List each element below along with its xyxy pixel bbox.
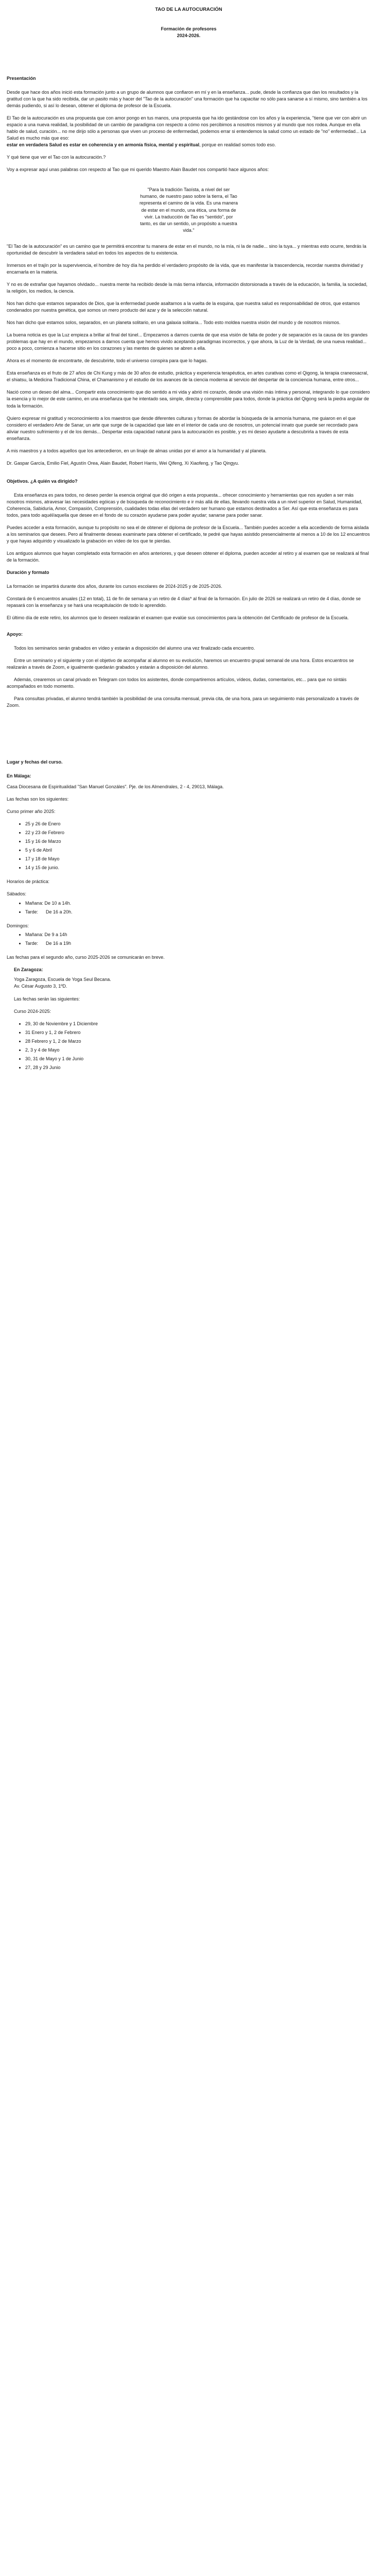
page-title: TAO DE LA AUTOCURACIÓN <box>155 7 222 12</box>
zaragoza-address <box>7 976 371 990</box>
date-item: • 17 y 18 de Mayo <box>25 856 371 862</box>
presentation-paragraph <box>7 115 371 148</box>
quote-line: vida." <box>183 227 195 233</box>
objectives-paragraph: Los antiguos alumnos que hayan completado esta formación en años anteriores, y que deseen obtener el diploma, pueden acceder al retiro y al examen que se realizará al final de la formación. <box>7 551 369 563</box>
hours-item: • Tarde: De 16 a 20h. <box>25 909 371 916</box>
presentation-paragraph: Y no es de extrañar que hayamos olvidado... nuestra mente ha recibido desde la más tierna infancia, información distorsionada a través de la educación, la familia, la sociedad, la religión, los medios, la ciencia. <box>7 281 368 294</box>
address-line: Yoga Zaragoza, Escuela de Yoga Seul Becana. <box>14 976 111 982</box>
subtitle <box>7 26 371 39</box>
presentation-paragraph: Quiero expresar mi gratitud y reconocimiento a los maestros que desde diferentes culturas y formas de abordar la búsqueda de la armonía humana, me guiaron en el que considero el verdadero Arte de Sanar, un arte que surge de la capacidad que late en el interior de cada uno de nosotros, un potencial innato que puede ser recordado para aliviar nuestro sufrimiento y el de los demás... Despertar esta capacidad natural para la autocuración es posible, y es mi deseo ayudarte a descubrirla a través de esta enseñanza. <box>7 415 358 441</box>
address-line: Av. César Augusto 3, 1ºD. <box>14 983 67 989</box>
date-item: • 29, 30 de Noviembre y 1 Diciembre <box>25 1021 371 1027</box>
emphasis-text: estar en verdadera Salud es estar en coherencia y en armonía física, mental y espiritual <box>7 142 200 148</box>
zaragoza-dates-intro: Las fechas serán las siguientes: <box>14 996 80 1002</box>
subtitle-line-1: Formación de profesores <box>161 26 217 31</box>
date-item: • 30, 31 de Mayo y 1 de Junio <box>25 1056 371 1062</box>
saturday-label: Sábados: <box>7 891 27 897</box>
duration-paragraph: El último día de este retiro, los alumnos que lo deseen realizarán el examen que evalúe sus conocimientos para la obtención del Certificado de profesor de la Escuela. <box>7 615 349 621</box>
date-item: • 14 y 15 de junio. <box>25 865 371 871</box>
presentation-paragraph: Nos han dicho que estamos separados de Dios, que la enfermedad puede asaltarnos a la vuelta de la esquina, que nuestra salud es responsabilidad de otros, que estamos condenados por nuestra genética, que somos un mero producto del azar y de la selección natural. <box>7 300 360 313</box>
paragraph-text: El Tao de la autocuración es una propuesta que con amor pongo en tus manos, una propuesta que ha ido gestándose con los años y la experiencia, "tiene que ver con abrir un espacio a una nueva realidad, la posibilidad de un cambio de paradigma con respecto a cómo nos percibimos a nosotros mismos y al mundo que nos rodea. Aunque en ella hablo de salud, curación... no me dirijo sólo a personas que viven un proceso de enfermedad, podemos errar si entendemos la salud como un estado de "no" enfermedad... La Salud es mucho más que eso: <box>7 115 366 141</box>
support-paragraph: Entre un seminario y el siguiente y con el objetivo de acompañar al alumno en su evolución, haremos un encuentro grupal semanal de una hora. Estos encuentros se realizarán a través de Zoom, e igualmente quedarán grabados y estarán a disposición del alumno. <box>7 657 354 670</box>
zaragoza-heading: En Zaragoza: <box>14 967 43 972</box>
presentation-paragraph: La buena noticia es que la Luz empieza a brillar al final del túnel... Empezamos a darnos cuenta de que esa visión de falta de poder y de separación es la causa de los grandes problemas que hay en el mundo, empezamos a darnos cuenta que hemos vivido aceptando paradigmas incorrectos, y que ahora, la Luz de la Verdad, de una nueva realidad... poco a poco, comienza a hacerse sitio en los corazones y las mentes de quienes se abren a ella. <box>7 332 368 351</box>
quote-line: de estar en el mundo, una ética, una forma de <box>141 207 236 213</box>
paragraph-text: , porque en realidad somos todo eso. <box>199 142 276 148</box>
subtitle-line-2: 2024-2026. <box>177 32 201 38</box>
places-heading: Lugar y fechas del curso. <box>7 759 63 765</box>
support-paragraph: Además, crearemos un canal privado en Telegram con todos los asistentes, donde compartiremos artículos, vídeos, dudas, comentarios, etc... para que no sintáis acompañados en todo momento. <box>7 676 347 689</box>
spacer <box>7 715 371 759</box>
sunday-hours <box>7 931 371 947</box>
presentation-paragraph: Ahora es el momento de encontrarte, de descubrirte, todo el universo conspira para que lo hagas. <box>7 358 208 364</box>
date-item: • 22 y 23 de Febrero <box>25 829 371 836</box>
hours-heading: Horarios de práctica: <box>7 879 50 885</box>
presentation-paragraph: "El Tao de la autocuración" es un camino que te permitirá encontrar tu manera de estar en el mundo, no la mía, ni la de nadie... sino la tuya... y mientras esto ocurre, tendrás la oportunidad de descubrir la verdadera salud en todos los aspectos de tu existencia. <box>7 243 366 256</box>
date-item: • 2, 3 y 4 de Mayo <box>25 1047 371 1054</box>
support-paragraph: Todos los seminarios serán grabados en vídeo y estarán a disposición del alumno una vez finalizado cada encuentro. <box>14 645 255 651</box>
presentation-paragraph: A mis maestros y a todos aquellos que los antecedieron, en un linaje de almas unidas por el amor a la humanidad y al planeta. <box>7 448 267 453</box>
quote-block <box>7 187 371 233</box>
hours-item: • Mañana: De 10 a 14h. <box>25 900 371 907</box>
presentation-paragraph: Dr. Gaspar García, Emilio Fiel, Agustín Orea, Alain Baudet, Robert Harris, Wei Qifeng, Xi Xiaofeng, y Tao Qingyu. <box>7 460 239 466</box>
support-heading: Apoyo: <box>7 631 23 637</box>
presentation-paragraph: Desde que hace dos años inició esta formación junto a un grupo de alumnos que confiaron en mí y en la enseñanza... pude, desde la confianza que dan los resultados y la gratitud con la que ha sido recibida, dar un pasito más y hacer del "Tao de la autocuración" una formación que ha capacitar no sólo para sanarse a sí mismo, sino también a los demás pudiendo, si así lo desean, obtener el diploma de profesor de la Escuela. <box>7 89 368 108</box>
presentation-paragraph: Esta enseñanza es el fruto de 27 años de Chi Kung y más de 30 años de estudio, práctica y experiencia terapéutica, en artes curativas como el Qigong, la terapia craneosacral, el shiatsu, la Medicina Tradicional China, el Chamanismo y el estudio de los avances de la ciencia moderna al servicio del despertar de la conciencia humana, entre otros... <box>7 370 369 383</box>
presentation-paragraph: Inmersos en el trajín por la supervivencia, el hombre de hoy día ha perdido el verdadero propósito de la vida, que es manifestar la trascendencia, recordar nuestra divinidad y encarnarla en la materia. <box>7 262 363 275</box>
malaga-dates-list <box>7 821 371 871</box>
objectives-paragraph: Puedes acceder a esta formación, aunque tu propósito no sea el de obtener el diploma de profesor de la Escuela... También puedes acceder a ella accediendo de forma aislada a los seminarios que desees. Pero al finalmente deseas examinarte para obtener el certificado, te pedré que hayas asistido presencialmente al menos a 10 de los 12 encuentros y que hayas adquirido y visualizado la grabación en vídeo de los que te pierdas. <box>7 525 370 544</box>
presentation-paragraph: Voy a expresar aquí unas palabras con respecto al Tao que mi querido Maestro Alain Baudet nos compartió hace algunos años: <box>7 167 269 173</box>
quote-line: representa el camino de la vida. Es una manera <box>139 200 238 206</box>
course-zaragoza: Curso 2024-2025: <box>14 1008 51 1014</box>
objectives-heading: Objetivos. ¿A quién va dirigido? <box>7 478 78 484</box>
presentation-paragraph: Nos han dicho que estamos solos, separados, en un planeta solitario, en una galaxia solitaria... Todo esto moldea nuestra visión del mundo y de nosotros mismos. <box>7 320 341 326</box>
quote-line: tanto, es dar un sentido, un propósito a nuestra <box>140 221 237 226</box>
duration-paragraph: La formación se impartirá durante dos años, durante los cursos escolares de 2024-2025 y de 2025-2026. <box>7 584 222 589</box>
duration-paragraph: Constará de 6 encuentros anuales (12 en total), 11 de fin de semana y un retiro de 4 días* al final de la formación. En julio de 2026 se realizará un retiro de 4 días, donde se repasará con la enseñanza y se hará una recapitulación de todo lo aprendido. <box>7 596 361 608</box>
date-item: • 27, 28 y 29 Junio <box>25 1064 371 1071</box>
presentation-paragraph: Nació como un deseo del alma... Compartir esta conocimiento que dio sentido a mi vida y abrió mi corazón, desde una visión más íntima y personal, integrando lo que considero la esencia y lo mejor de este camino, en una enseñanza que he intentado sea, simple, directa y comprensible para todos, donde la práctica del Qigong será la piedra angular de toda la formación. <box>7 389 370 409</box>
presentation-paragraph: Y qué tiene que ver el Tao con la autocuración.? <box>7 155 106 160</box>
presentation-heading: Presentación <box>7 75 36 81</box>
second-year-note: Las fechas para el segundo año, curso 2025-2026 se comunicarán en breve. <box>7 954 165 960</box>
quote-line: "Para la tradición Taoísta, a nivel del ser <box>147 187 230 193</box>
hours-item: • Tarde: De 16 a 19h <box>25 940 371 947</box>
quote-line: humano, de nuestro paso sobre la tierra, el Tao <box>140 194 237 199</box>
date-item: • 15 y 16 de Marzo <box>25 838 371 845</box>
sunday-label: Domingos: <box>7 923 29 928</box>
saturday-hours <box>7 900 371 916</box>
document <box>0 0 384 1089</box>
malaga-heading: En Málaga: <box>7 773 31 778</box>
date-item: • 25 y 26 de Enero <box>25 821 371 827</box>
hours-item: • Mañana: De 9 a 14h <box>25 931 371 938</box>
malaga-address: Casa Diocesana de Espiritualidad "San Manuel Gonzáles". Pje. de los Almendrales, 2 - 4, 29013, Málaga. <box>7 784 224 789</box>
zaragoza-dates-list <box>7 1021 371 1071</box>
quote-line: vivir. La traducción de Tao es "sentido", por <box>144 214 233 219</box>
objectives-paragraph: Esta enseñanza es para todos, no deseo perder la esencia original que dió origen a esta propuesta... ofrecer conocimiento y herramientas que nos ayuden a ser más nosotros mismos, atravesar las necesidades egóicas y de búsqueda de reconocimiento e ir más allá de ellas, llevando nuestra vida a un nivel superior en Salud, Humanidad, Coherencia, Sabiduría, Amor, Compasión, Comprensión, cualidades todas ellas del verdadero ser humano que estamos destinados a Ser. Así que esta enseñanza es para todos, para todo aquél/aquella que desee en el fondo de su corazón ayudarse para poder ayudar; sanarse para poder sanar. <box>7 492 362 518</box>
date-item: • 31 Enero y 1, 2 de Febrero <box>25 1029 371 1036</box>
date-item: • 5 y 6 de Abril <box>25 847 371 854</box>
date-item: • 28 Febrero y 1, 2 de Marzo <box>25 1038 371 1045</box>
course-first-year: Curso primer año 2025: <box>7 809 56 815</box>
duration-heading: Duración y formato <box>7 570 49 575</box>
support-paragraph: Para consultas privadas, el alumno tendrá también la posibilidad de una consulta mensual, previa cita, de una hora, para un seguimiento más personalizado a través de Zoom. <box>7 696 359 708</box>
dates-intro: Las fechas son los siguientes: <box>7 796 69 802</box>
